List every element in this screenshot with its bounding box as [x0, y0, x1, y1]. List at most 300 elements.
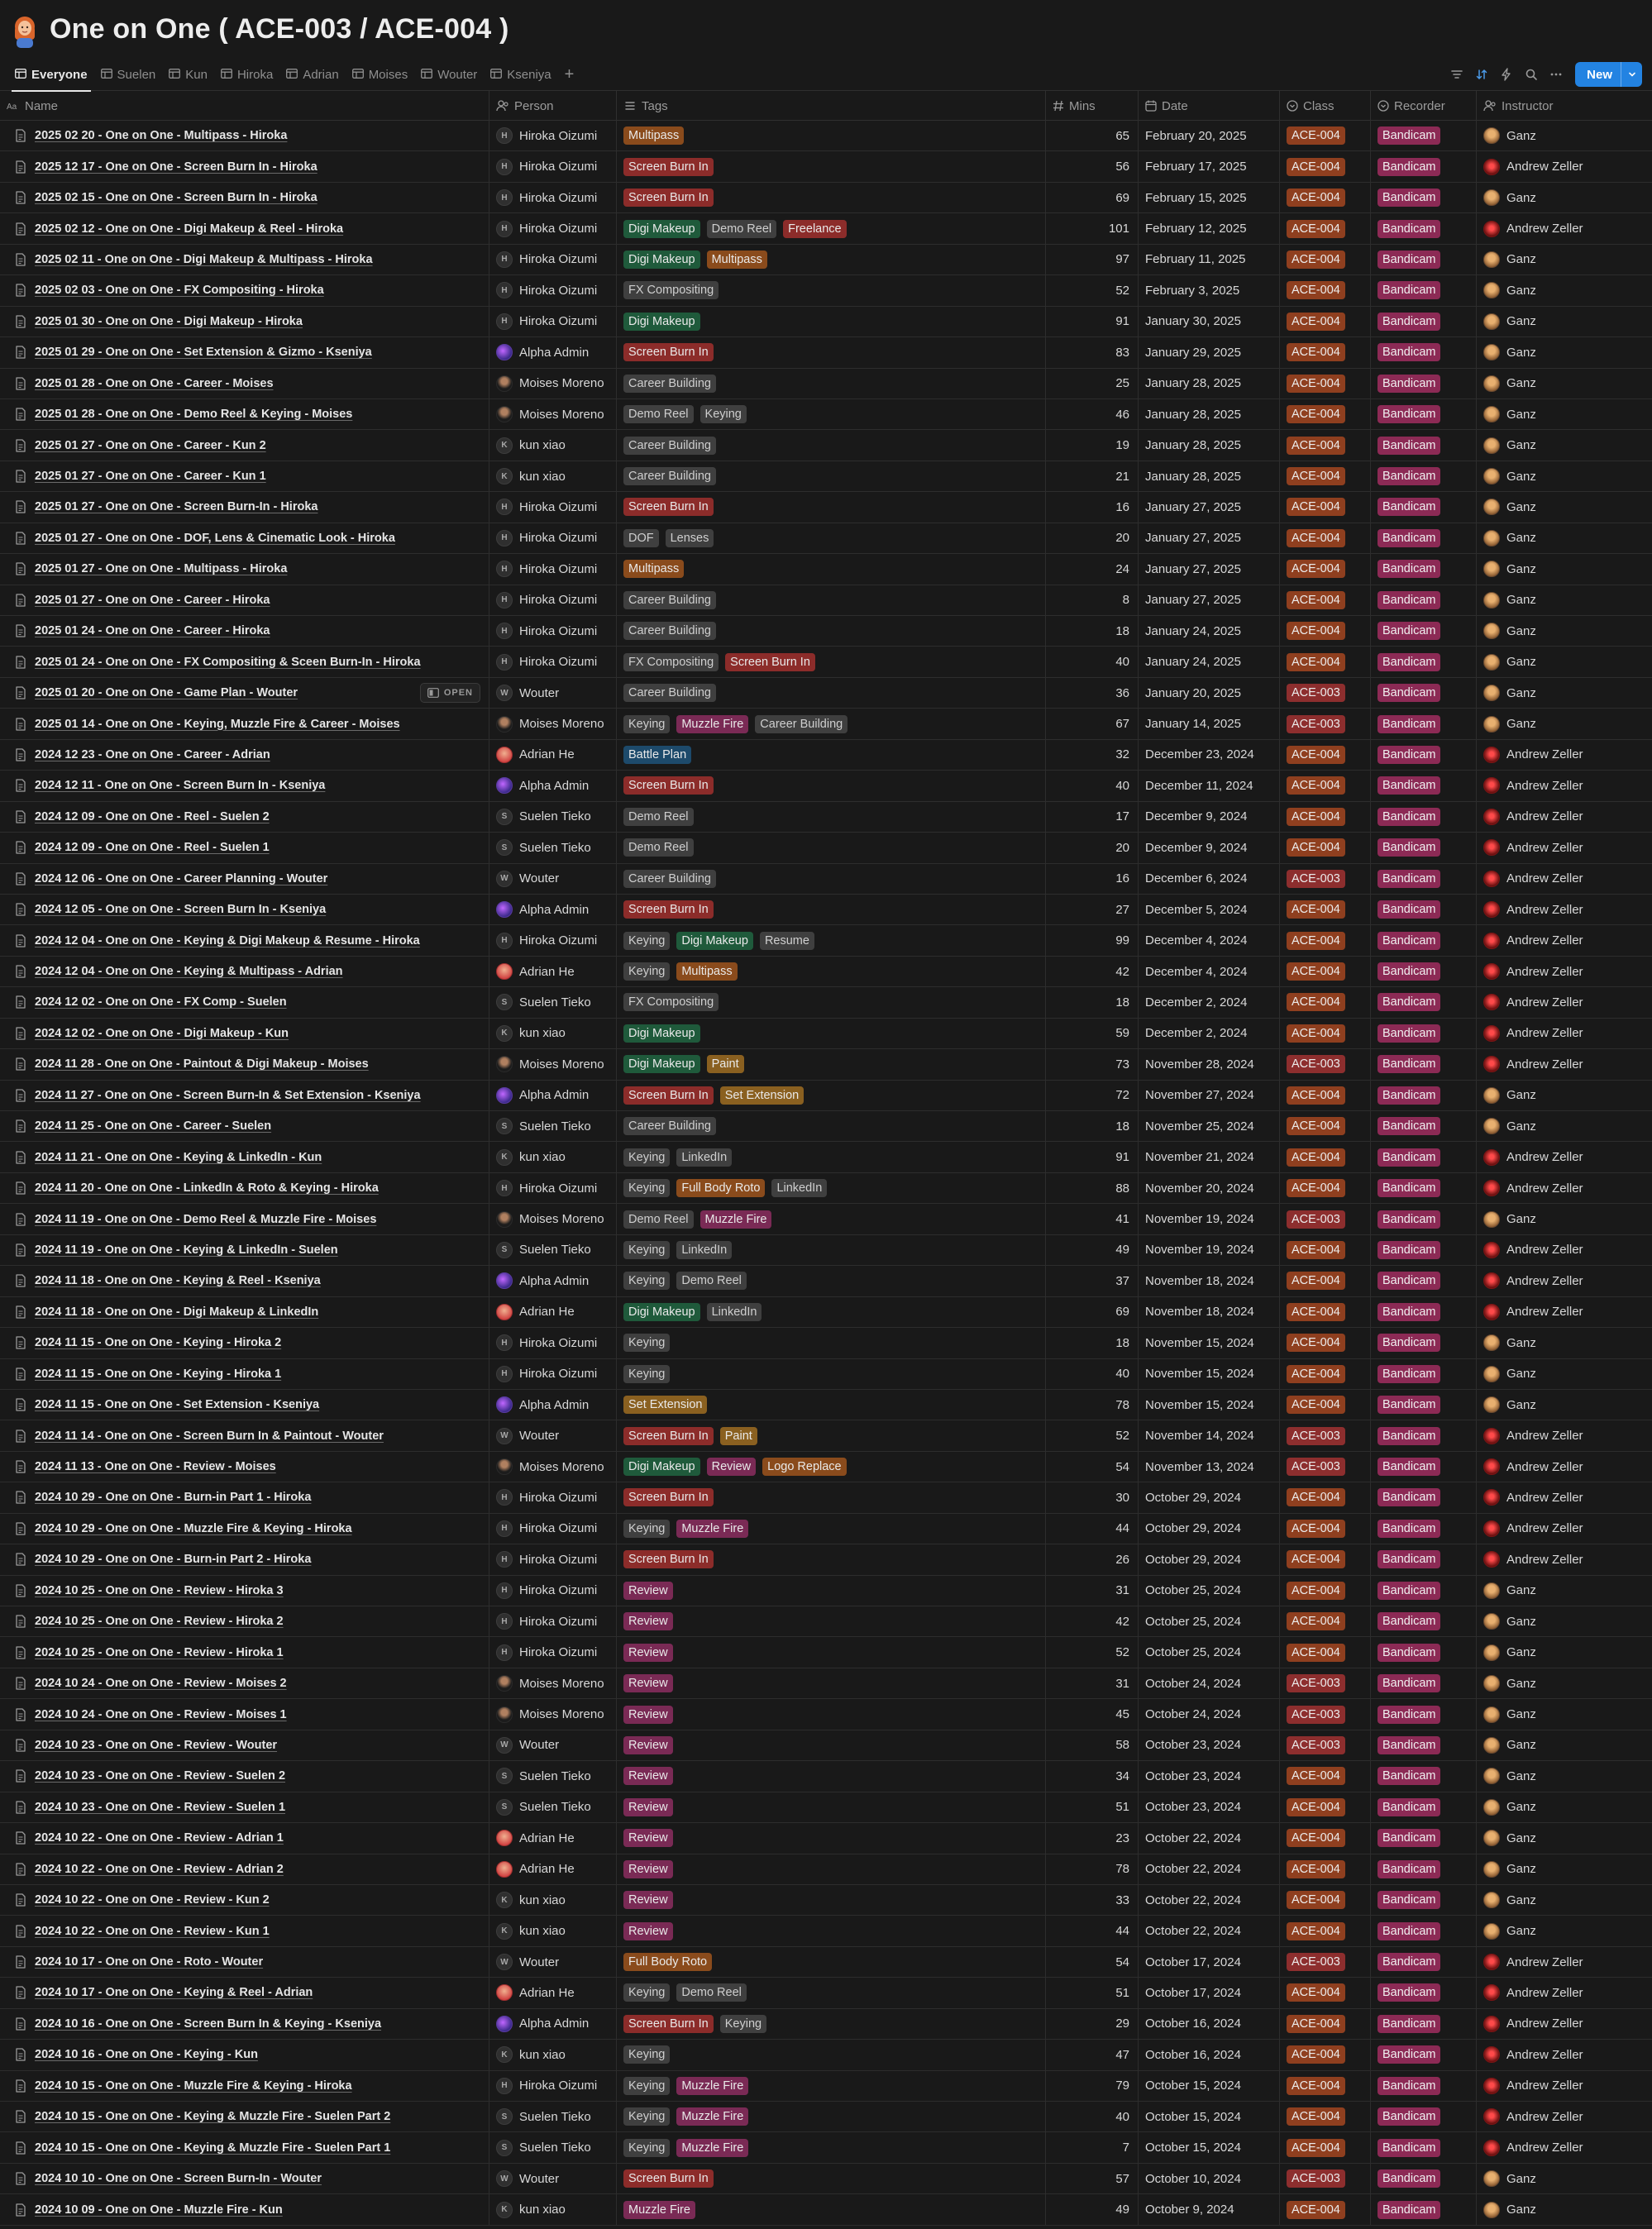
tags-cell[interactable]	[617, 895, 1046, 924]
mins-cell[interactable]	[1046, 1452, 1139, 1482]
date-cell[interactable]	[1139, 802, 1280, 832]
person-cell[interactable]	[489, 1142, 617, 1172]
date-cell[interactable]	[1139, 864, 1280, 894]
person-cell[interactable]	[489, 1049, 617, 1079]
instructor-cell[interactable]	[1477, 1297, 1652, 1327]
date-cell[interactable]	[1139, 709, 1280, 738]
sort-icon[interactable]	[1469, 62, 1494, 87]
class-cell[interactable]	[1280, 1390, 1371, 1420]
instructor-cell[interactable]	[1477, 1266, 1652, 1296]
mins-cell[interactable]	[1046, 1885, 1139, 1915]
tags-cell[interactable]	[617, 585, 1046, 615]
tags-cell[interactable]	[617, 1328, 1046, 1358]
tags-cell[interactable]	[617, 1452, 1046, 1482]
person-cell[interactable]	[489, 1266, 617, 1296]
mins-cell[interactable]	[1046, 585, 1139, 615]
class-cell[interactable]	[1280, 1049, 1371, 1079]
tab-suelen[interactable]	[94, 58, 163, 91]
open-row-button[interactable]	[420, 683, 480, 703]
mins-cell[interactable]	[1046, 307, 1139, 336]
row-title-link[interactable]: 2024 10 29 - One on One - Muzzle Fire & Keying - Hiroka	[35, 1521, 352, 1535]
name-cell[interactable]	[0, 1173, 489, 1203]
table-row[interactable]	[0, 1637, 1652, 1668]
table-row[interactable]	[0, 369, 1652, 399]
mins-cell[interactable]	[1046, 1668, 1139, 1698]
instructor-cell[interactable]	[1477, 1142, 1652, 1172]
class-cell[interactable]	[1280, 1916, 1371, 1945]
date-cell[interactable]	[1139, 833, 1280, 862]
row-title-link[interactable]: 2025 02 12 - One on One - Digi Makeup & Reel - Hiroka	[35, 222, 344, 236]
table-row[interactable]	[0, 771, 1652, 801]
person-cell[interactable]	[489, 307, 617, 336]
name-cell[interactable]	[0, 1606, 489, 1636]
mins-cell[interactable]	[1046, 1235, 1139, 1265]
mins-cell[interactable]	[1046, 1390, 1139, 1420]
name-cell[interactable]	[0, 1390, 489, 1420]
row-title-link[interactable]: 2025 01 30 - One on One - Digi Makeup - Hiroka	[35, 314, 303, 328]
mins-cell[interactable]	[1046, 1576, 1139, 1606]
name-cell[interactable]	[0, 2071, 489, 2101]
person-cell[interactable]	[489, 864, 617, 894]
class-cell[interactable]	[1280, 523, 1371, 553]
row-title-link[interactable]: 2024 10 25 - One on One - Review - Hiroka 1	[35, 1645, 284, 1659]
name-cell[interactable]	[0, 2164, 489, 2193]
recorder-cell[interactable]	[1371, 2009, 1477, 2039]
person-cell[interactable]	[489, 151, 617, 181]
row-title-link[interactable]: 2024 12 05 - One on One - Screen Burn In - Kseniya	[35, 903, 327, 917]
class-cell[interactable]	[1280, 1266, 1371, 1296]
date-cell[interactable]	[1139, 369, 1280, 399]
instructor-cell[interactable]	[1477, 1452, 1652, 1482]
class-cell[interactable]	[1280, 1081, 1371, 1110]
name-cell[interactable]	[0, 1019, 489, 1048]
row-title-link[interactable]: 2024 10 17 - One on One - Roto - Wouter	[35, 1955, 264, 1969]
date-cell[interactable]	[1139, 1823, 1280, 1853]
row-title-link[interactable]: 2025 01 24 - One on One - Career - Hiroka	[35, 624, 270, 638]
mins-cell[interactable]	[1046, 678, 1139, 708]
recorder-cell[interactable]	[1371, 1668, 1477, 1698]
date-cell[interactable]	[1139, 1885, 1280, 1915]
filter-icon[interactable]	[1444, 62, 1469, 87]
tags-cell[interactable]	[617, 987, 1046, 1017]
person-cell[interactable]	[489, 647, 617, 676]
mins-cell[interactable]	[1046, 647, 1139, 676]
table-row[interactable]	[0, 523, 1652, 554]
name-cell[interactable]	[0, 1637, 489, 1667]
person-emoji-icon[interactable]	[10, 15, 40, 48]
tab-hiroka[interactable]	[214, 58, 279, 91]
tags-cell[interactable]	[617, 1947, 1046, 1977]
row-title-link[interactable]: 2025 01 27 - One on One - Multipass - Hiroka	[35, 562, 288, 576]
recorder-cell[interactable]	[1371, 647, 1477, 676]
table-row[interactable]	[0, 616, 1652, 647]
class-cell[interactable]	[1280, 1668, 1371, 1698]
class-cell[interactable]	[1280, 1699, 1371, 1729]
date-cell[interactable]	[1139, 2102, 1280, 2131]
row-title-link[interactable]: 2025 02 15 - One on One - Screen Burn In - Hiroka	[35, 191, 318, 205]
recorder-cell[interactable]	[1371, 245, 1477, 274]
recorder-cell[interactable]	[1371, 678, 1477, 708]
table-row[interactable]	[0, 1885, 1652, 1916]
person-cell[interactable]	[489, 1761, 617, 1791]
date-cell[interactable]	[1139, 1482, 1280, 1512]
row-title-link[interactable]: 2025 12 17 - One on One - Screen Burn In - Hiroka	[35, 160, 318, 174]
tab-moises[interactable]	[346, 58, 415, 91]
table-row[interactable]	[0, 1328, 1652, 1358]
tags-cell[interactable]	[617, 2194, 1046, 2224]
instructor-cell[interactable]	[1477, 1081, 1652, 1110]
class-cell[interactable]	[1280, 895, 1371, 924]
mins-cell[interactable]	[1046, 151, 1139, 181]
recorder-cell[interactable]	[1371, 709, 1477, 738]
tags-cell[interactable]	[617, 523, 1046, 553]
row-title-link[interactable]: 2024 10 15 - One on One - Muzzle Fire & Keying - Hiroka	[35, 2079, 352, 2093]
row-title-link[interactable]: 2024 12 06 - One on One - Career Planning - Wouter	[35, 871, 328, 885]
table-row[interactable]	[0, 1514, 1652, 1544]
tags-cell[interactable]	[617, 399, 1046, 429]
row-title-link[interactable]: 2025 01 27 - One on One - Screen Burn-In - Hiroka	[35, 500, 318, 514]
tags-cell[interactable]	[617, 1730, 1046, 1760]
instructor-cell[interactable]	[1477, 2071, 1652, 2101]
tags-cell[interactable]	[617, 1049, 1046, 1079]
recorder-cell[interactable]	[1371, 369, 1477, 399]
mins-cell[interactable]	[1046, 1328, 1139, 1358]
recorder-cell[interactable]	[1371, 1544, 1477, 1574]
recorder-cell[interactable]	[1371, 2164, 1477, 2193]
date-cell[interactable]	[1139, 1730, 1280, 1760]
name-cell[interactable]	[0, 2194, 489, 2224]
mins-cell[interactable]	[1046, 771, 1139, 800]
tags-cell[interactable]	[617, 2132, 1046, 2162]
class-cell[interactable]	[1280, 1947, 1371, 1977]
table-row[interactable]	[0, 2194, 1652, 2225]
date-cell[interactable]	[1139, 1792, 1280, 1822]
tab-kseniya[interactable]	[484, 58, 557, 91]
row-title-link[interactable]: 2025 01 28 - One on One - Demo Reel & Keying - Moises	[35, 408, 353, 422]
instructor-cell[interactable]	[1477, 369, 1652, 399]
tags-cell[interactable]	[617, 1792, 1046, 1822]
row-title-link[interactable]: 2024 10 15 - One on One - Keying & Muzzle Fire - Suelen Part 2	[35, 2110, 391, 2124]
row-title-link[interactable]: 2024 10 24 - One on One - Review - Moises 2	[35, 1677, 287, 1691]
table-row[interactable]	[0, 2102, 1652, 2132]
class-cell[interactable]	[1280, 1576, 1371, 1606]
mins-cell[interactable]	[1046, 121, 1139, 150]
column-header-class[interactable]: Class	[1280, 91, 1371, 121]
mins-cell[interactable]	[1046, 1730, 1139, 1760]
row-title-link[interactable]: 2024 10 29 - One on One - Burn-in Part 1 - Hiroka	[35, 1491, 312, 1505]
row-title-link[interactable]: 2025 02 20 - One on One - Multipass - Hiroka	[35, 129, 288, 143]
tags-cell[interactable]	[617, 275, 1046, 305]
name-cell[interactable]	[0, 1359, 489, 1389]
mins-cell[interactable]	[1046, 1544, 1139, 1574]
table-row[interactable]	[0, 1235, 1652, 1266]
person-cell[interactable]	[489, 1081, 617, 1110]
instructor-cell[interactable]	[1477, 1699, 1652, 1729]
recorder-cell[interactable]	[1371, 1019, 1477, 1048]
row-title-link[interactable]: 2024 10 22 - One on One - Review - Adrian 2	[35, 1862, 284, 1876]
person-cell[interactable]	[489, 1606, 617, 1636]
table-row[interactable]	[0, 1452, 1652, 1482]
person-cell[interactable]	[489, 1544, 617, 1574]
name-cell[interactable]	[0, 709, 489, 738]
new-button-label[interactable]: New	[1587, 67, 1612, 82]
recorder-cell[interactable]	[1371, 2132, 1477, 2162]
recorder-cell[interactable]	[1371, 213, 1477, 243]
name-cell[interactable]	[0, 1544, 489, 1574]
recorder-cell[interactable]	[1371, 2102, 1477, 2131]
name-cell[interactable]	[0, 1978, 489, 2007]
tags-cell[interactable]	[617, 1978, 1046, 2007]
date-cell[interactable]	[1139, 1328, 1280, 1358]
table-row[interactable]	[0, 925, 1652, 956]
row-title-link[interactable]: 2024 10 17 - One on One - Keying & Reel - Adrian	[35, 1986, 313, 2000]
name-cell[interactable]	[0, 2040, 489, 2069]
mins-cell[interactable]	[1046, 1637, 1139, 1667]
date-cell[interactable]	[1139, 1390, 1280, 1420]
table-row[interactable]	[0, 492, 1652, 523]
mins-cell[interactable]	[1046, 957, 1139, 986]
recorder-cell[interactable]	[1371, 585, 1477, 615]
recorder-cell[interactable]	[1371, 1885, 1477, 1915]
name-cell[interactable]	[0, 1266, 489, 1296]
row-title-link[interactable]: 2024 11 13 - One on One - Review - Moises	[35, 1460, 276, 1474]
row-title-link[interactable]: 2024 11 15 - One on One - Keying - Hiroka 1	[35, 1367, 282, 1381]
date-cell[interactable]	[1139, 307, 1280, 336]
person-cell[interactable]	[489, 709, 617, 738]
recorder-cell[interactable]	[1371, 121, 1477, 150]
row-title-link[interactable]: 2024 10 15 - One on One - Keying & Muzzle Fire - Suelen Part 1	[35, 2141, 391, 2155]
table-row[interactable]	[0, 213, 1652, 244]
name-cell[interactable]	[0, 461, 489, 491]
mins-cell[interactable]	[1046, 2164, 1139, 2193]
name-cell[interactable]	[0, 1081, 489, 1110]
instructor-cell[interactable]	[1477, 1854, 1652, 1884]
instructor-cell[interactable]	[1477, 833, 1652, 862]
recorder-cell[interactable]	[1371, 1359, 1477, 1389]
person-cell[interactable]	[489, 337, 617, 367]
column-header-mins[interactable]: Mins	[1046, 91, 1139, 121]
column-header-name[interactable]: Aa Name	[0, 91, 489, 121]
recorder-cell[interactable]	[1371, 1947, 1477, 1977]
person-cell[interactable]	[489, 1359, 617, 1389]
date-cell[interactable]	[1139, 1359, 1280, 1389]
row-title-link[interactable]: 2024 10 25 - One on One - Review - Hiroka 2	[35, 1615, 284, 1629]
table-row[interactable]	[0, 1390, 1652, 1420]
table-row[interactable]	[0, 1482, 1652, 1513]
new-button[interactable]	[1575, 62, 1642, 87]
person-cell[interactable]	[489, 1885, 617, 1915]
table-row[interactable]	[0, 307, 1652, 337]
date-cell[interactable]	[1139, 1761, 1280, 1791]
row-title-link[interactable]: 2024 11 19 - One on One - Demo Reel & Muzzle Fire - Moises	[35, 1212, 377, 1226]
tags-cell[interactable]	[617, 1761, 1046, 1791]
person-cell[interactable]	[489, 1204, 617, 1234]
date-cell[interactable]	[1139, 337, 1280, 367]
person-cell[interactable]	[489, 2132, 617, 2162]
tags-cell[interactable]	[617, 1111, 1046, 1141]
tags-cell[interactable]	[617, 1019, 1046, 1048]
person-cell[interactable]	[489, 802, 617, 832]
person-cell[interactable]	[489, 1019, 617, 1048]
tags-cell[interactable]	[617, 213, 1046, 243]
table-row[interactable]	[0, 245, 1652, 275]
table-row[interactable]	[0, 2009, 1652, 2040]
instructor-cell[interactable]	[1477, 1019, 1652, 1048]
row-title-link[interactable]: 2024 11 25 - One on One - Career - Suelen	[35, 1119, 272, 1134]
recorder-cell[interactable]	[1371, 1699, 1477, 1729]
name-cell[interactable]	[0, 492, 489, 522]
table-row[interactable]	[0, 1420, 1652, 1451]
table-row[interactable]	[0, 1081, 1652, 1111]
recorder-cell[interactable]	[1371, 523, 1477, 553]
person-cell[interactable]	[489, 833, 617, 862]
instructor-cell[interactable]	[1477, 957, 1652, 986]
table-row[interactable]	[0, 1576, 1652, 1606]
name-cell[interactable]	[0, 554, 489, 584]
class-cell[interactable]	[1280, 1544, 1371, 1574]
row-title-link[interactable]: 2024 11 28 - One on One - Paintout & Digi Makeup - Moises	[35, 1057, 369, 1072]
person-cell[interactable]	[489, 1792, 617, 1822]
date-cell[interactable]	[1139, 2071, 1280, 2101]
date-cell[interactable]	[1139, 1606, 1280, 1636]
tags-cell[interactable]	[617, 1204, 1046, 1234]
name-cell[interactable]	[0, 1514, 489, 1544]
mins-cell[interactable]	[1046, 1266, 1139, 1296]
mins-cell[interactable]	[1046, 802, 1139, 832]
name-cell[interactable]	[0, 275, 489, 305]
class-cell[interactable]	[1280, 2164, 1371, 2193]
table-row[interactable]	[0, 1730, 1652, 1761]
recorder-cell[interactable]	[1371, 1637, 1477, 1667]
person-cell[interactable]	[489, 2102, 617, 2131]
table-row[interactable]	[0, 1359, 1652, 1390]
class-cell[interactable]	[1280, 245, 1371, 274]
row-title-link[interactable]: 2025 02 11 - One on One - Digi Makeup & Multipass - Hiroka	[35, 252, 373, 266]
name-cell[interactable]	[0, 1854, 489, 1884]
mins-cell[interactable]	[1046, 275, 1139, 305]
tags-cell[interactable]	[617, 2071, 1046, 2101]
person-cell[interactable]	[489, 1637, 617, 1667]
person-cell[interactable]	[489, 183, 617, 212]
tags-cell[interactable]	[617, 864, 1046, 894]
date-cell[interactable]	[1139, 1544, 1280, 1574]
instructor-cell[interactable]	[1477, 2164, 1652, 2193]
class-cell[interactable]	[1280, 430, 1371, 460]
recorder-cell[interactable]	[1371, 1730, 1477, 1760]
date-cell[interactable]	[1139, 275, 1280, 305]
name-cell[interactable]	[0, 740, 489, 770]
row-title-link[interactable]: 2024 10 29 - One on One - Burn-in Part 2 - Hiroka	[35, 1553, 312, 1567]
table-row[interactable]	[0, 1854, 1652, 1885]
recorder-cell[interactable]	[1371, 1606, 1477, 1636]
chevron-down-icon[interactable]	[1621, 62, 1642, 87]
mins-cell[interactable]	[1046, 369, 1139, 399]
recorder-cell[interactable]	[1371, 925, 1477, 955]
tags-cell[interactable]	[617, 461, 1046, 491]
row-title-link[interactable]: 2024 11 15 - One on One - Keying - Hiroka 2	[35, 1336, 282, 1350]
class-cell[interactable]	[1280, 2009, 1371, 2039]
row-title-link[interactable]: 2024 12 04 - One on One - Keying & Multipass - Adrian	[35, 965, 343, 979]
row-title-link[interactable]: 2024 12 11 - One on One - Screen Burn In - Kseniya	[35, 779, 326, 793]
class-cell[interactable]	[1280, 1606, 1371, 1636]
date-cell[interactable]	[1139, 740, 1280, 770]
class-cell[interactable]	[1280, 1420, 1371, 1450]
name-cell[interactable]	[0, 1142, 489, 1172]
date-cell[interactable]	[1139, 1854, 1280, 1884]
name-cell[interactable]	[0, 307, 489, 336]
mins-cell[interactable]	[1046, 2071, 1139, 2101]
tags-cell[interactable]	[617, 678, 1046, 708]
mins-cell[interactable]	[1046, 1514, 1139, 1544]
instructor-cell[interactable]	[1477, 1730, 1652, 1760]
date-cell[interactable]	[1139, 1668, 1280, 1698]
tags-cell[interactable]	[617, 1514, 1046, 1544]
recorder-cell[interactable]	[1371, 1420, 1477, 1450]
mins-cell[interactable]	[1046, 709, 1139, 738]
date-cell[interactable]	[1139, 1576, 1280, 1606]
class-cell[interactable]	[1280, 1019, 1371, 1048]
instructor-cell[interactable]	[1477, 925, 1652, 955]
mins-cell[interactable]	[1046, 1792, 1139, 1822]
instructor-cell[interactable]	[1477, 2102, 1652, 2131]
row-title-link[interactable]: 2024 10 22 - One on One - Review - Adrian 1	[35, 1831, 284, 1845]
instructor-cell[interactable]	[1477, 1792, 1652, 1822]
recorder-cell[interactable]	[1371, 1390, 1477, 1420]
date-cell[interactable]	[1139, 430, 1280, 460]
row-title-link[interactable]: 2024 12 09 - One on One - Reel - Suelen 2	[35, 809, 270, 823]
table-row[interactable]	[0, 430, 1652, 461]
class-cell[interactable]	[1280, 1482, 1371, 1512]
recorder-cell[interactable]	[1371, 307, 1477, 336]
instructor-cell[interactable]	[1477, 1482, 1652, 1512]
tags-cell[interactable]	[617, 802, 1046, 832]
tags-cell[interactable]	[617, 1359, 1046, 1389]
person-cell[interactable]	[489, 987, 617, 1017]
instructor-cell[interactable]	[1477, 1544, 1652, 1574]
mins-cell[interactable]	[1046, 430, 1139, 460]
person-cell[interactable]	[489, 1173, 617, 1203]
mins-cell[interactable]	[1046, 740, 1139, 770]
row-title-link[interactable]: 2024 11 18 - One on One - Keying & Reel - Kseniya	[35, 1274, 321, 1288]
table-row[interactable]	[0, 2132, 1652, 2163]
recorder-cell[interactable]	[1371, 1482, 1477, 1512]
date-cell[interactable]	[1139, 2164, 1280, 2193]
mins-cell[interactable]	[1046, 1081, 1139, 1110]
date-cell[interactable]	[1139, 771, 1280, 800]
instructor-cell[interactable]	[1477, 1823, 1652, 1853]
name-cell[interactable]	[0, 833, 489, 862]
recorder-cell[interactable]	[1371, 957, 1477, 986]
date-cell[interactable]	[1139, 1235, 1280, 1265]
person-cell[interactable]	[489, 2009, 617, 2039]
class-cell[interactable]	[1280, 275, 1371, 305]
person-cell[interactable]	[489, 275, 617, 305]
table-row[interactable]	[0, 1204, 1652, 1234]
instructor-cell[interactable]	[1477, 1885, 1652, 1915]
tags-cell[interactable]	[617, 1576, 1046, 1606]
person-cell[interactable]	[489, 1482, 617, 1512]
instructor-cell[interactable]	[1477, 213, 1652, 243]
date-cell[interactable]	[1139, 183, 1280, 212]
instructor-cell[interactable]	[1477, 1637, 1652, 1667]
person-cell[interactable]	[489, 895, 617, 924]
instructor-cell[interactable]	[1477, 1235, 1652, 1265]
tags-cell[interactable]	[617, 1854, 1046, 1884]
mins-cell[interactable]	[1046, 1699, 1139, 1729]
tags-cell[interactable]	[617, 833, 1046, 862]
name-cell[interactable]	[0, 616, 489, 646]
table-row[interactable]	[0, 678, 1652, 709]
